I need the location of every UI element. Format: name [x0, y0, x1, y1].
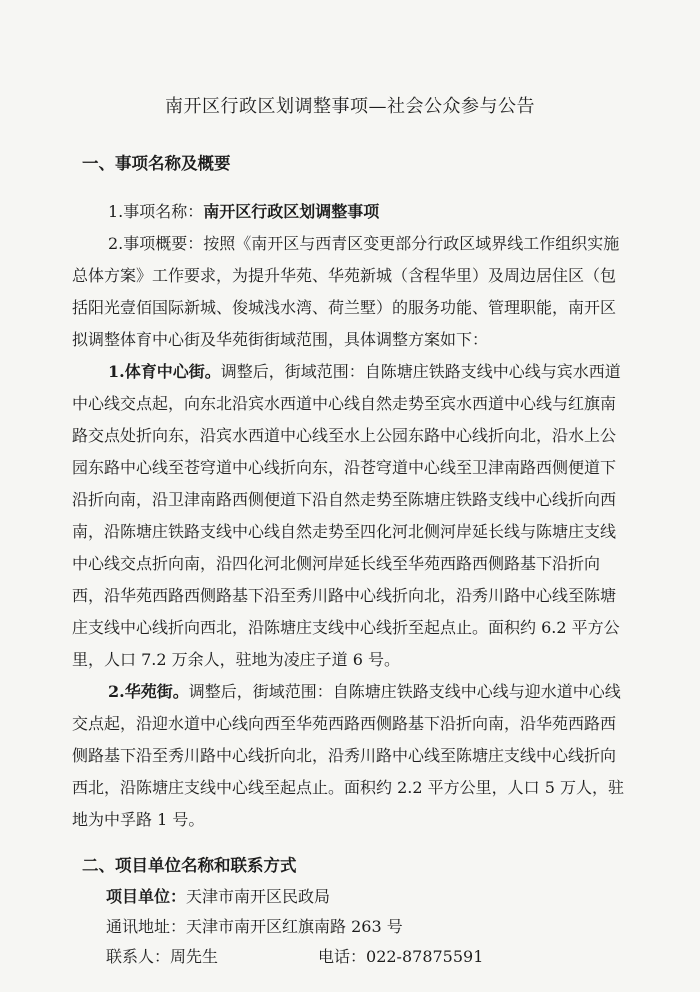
address-value: 天津市南开区红旗南路 263 号: [186, 917, 403, 936]
sub-item-1-label: 1.体育中心街。: [108, 362, 221, 381]
sub-item-1-line-8: 西，沿华苑西路西侧路基下沿至秀川路中心线折向北，沿秀川路中心线至陈塘: [72, 586, 617, 605]
project-unit-label: 项目单位：: [106, 887, 187, 906]
project-unit-value: 天津市南开区民政局: [186, 887, 331, 906]
sub-item-1-line-2: 中心线交点起，向东北沿宾水西道中心线自然走势至宾水西道中心线与红旗南: [72, 394, 617, 413]
section-2-heading: 二、项目单位名称和联系方式: [82, 856, 297, 875]
section-1-heading: 一、事项名称及概要: [82, 154, 231, 173]
contact-person-label: 联系人：: [106, 947, 171, 966]
phone-value: 022-87875591: [366, 947, 484, 966]
item-1: [108, 196, 668, 228]
sub-item-2-first-line: [108, 676, 668, 708]
sub-item-1-text: 调整后，街域范围：自陈塘庄铁路支线中心线与宾水西道: [220, 362, 621, 381]
sub-item-2-label: 2.华苑街。: [108, 682, 189, 701]
sub-item-2-line-4: 西北，沿陈塘庄支线中心线至起点止。面积约 2.2 平方公里，人口 5 万人，驻: [72, 778, 624, 797]
overview-line-3: 括阳光壹佰国际新城、俊城浅水湾、荷兰墅）的服务功能、管理职能，南开区: [72, 298, 617, 317]
overview-line-2: 总体方案》工作要求，为提升华苑、华苑新城（含程华里）及周边居住区（包: [72, 266, 617, 285]
sub-item-1-line-6: 南，沿陈塘庄铁路支线中心线自然走势至四化河北侧河岸延长线与陈塘庄支线: [72, 522, 617, 541]
sub-item-1-line-5: 沿折向南，沿卫津南路西侧便道下沿自然走势至陈塘庄铁路支线中心线折向西: [72, 490, 617, 509]
document-title: 南开区行政区划调整事项—社会公众参与公告: [165, 96, 535, 117]
sub-item-1-line-4: 园东路中心线至苍穹道中心线折向东，沿苍穹道中心线至卫津南路西侧便道下: [72, 458, 617, 477]
phone-row: [318, 944, 483, 967]
sub-item-1-first-line: [108, 356, 668, 388]
address-row: [106, 914, 403, 937]
phone-label: 电话：: [318, 947, 367, 966]
sub-item-1-line-10: 里，人口 7.2 万余人，驻地为凌庄子道 6 号。: [72, 650, 400, 669]
item-1-value: 南开区行政区划调整事项: [203, 202, 380, 221]
overview-line-4: 拟调整体育中心街及华苑街街域范围，具体调整方案如下：: [72, 330, 489, 349]
sub-item-2-line-2: 交点起，沿迎水道中心线向西至华苑西路西侧路基下沿折向南，沿华苑西路西: [72, 714, 617, 733]
contact-person-row: [106, 944, 218, 967]
project-unit-row: [106, 884, 330, 907]
sub-item-2-text: 调整后，街域范围：自陈塘庄铁路支线中心线与迎水道中心线: [188, 682, 621, 701]
sub-item-1-line-3: 路交点处折向东，沿宾水西道中心线至水上公园东路中心线折向北，沿水上公: [72, 426, 617, 445]
address-label: 通讯地址：: [106, 917, 187, 936]
sub-item-1-line-7: 中心线交点折向南，沿四化河北侧河岸延长线至华苑西路西侧路基下沿折向: [72, 554, 601, 573]
sub-item-2-line-5: 地为中孚路 1 号。: [72, 810, 205, 829]
item-1-label: 1.事项名称：: [108, 202, 204, 221]
overview-line-1: 2.事项概要：按照《南开区与西青区变更部分行政区域界线工作组织实施: [108, 234, 620, 253]
contact-person-value: 周先生: [170, 947, 219, 966]
sub-item-1-line-9: 庄支线中心线折向西北，沿陈塘庄支线中心线折至起点止。面积约 6.2 平方公: [72, 618, 620, 637]
sub-item-2-line-3: 侧路基下沿至秀川路中心线折向北，沿秀川路中心线至陈塘庄支线中心线折向: [72, 746, 617, 765]
